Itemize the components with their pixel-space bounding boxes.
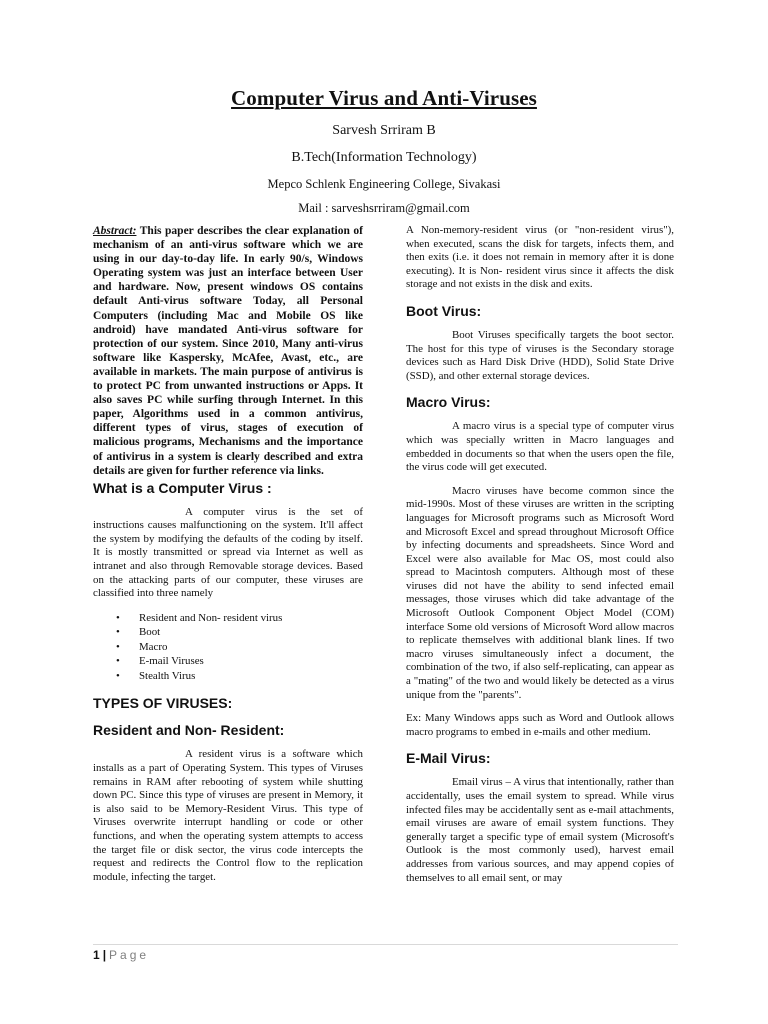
author-college: Mepco Schlenk Engineering College, Sivakasi	[267, 177, 501, 191]
list-item: • Resident and Non- resident virus	[93, 611, 363, 626]
section-heading-what-is-virus: What is a Computer Virus :	[93, 479, 272, 496]
paper-title: Computer Virus and Anti-Viruses	[231, 86, 537, 110]
list-item: • E-mail Viruses	[93, 654, 363, 669]
author-mail: Mail : sarveshsrriram@gmail.com	[298, 201, 470, 215]
section-heading-resident: Resident and Non- Resident:	[93, 722, 285, 739]
macro-text-3: Ex: Many Windows apps such as Word and Outlook allows macro programs to embed in e-mails and other medium.	[406, 712, 674, 738]
section-heading-macro: Macro Virus:	[406, 394, 491, 411]
abstract	[93, 224, 363, 478]
section-heading-boot: Boot Virus:	[406, 302, 482, 319]
section-heading-types: TYPES OF VIRUSES:	[93, 695, 233, 712]
abstract-text: This paper describes the clear explanation of mechanism of an anti-virus software which we are using in our day-to-day life. In early 90/s, Windows Operating system was just an interface between User and hardware. Now, present windows OS contains default Anti-virus software Today, all Personal Computers (including Mac and Mobile OS like android) have mandated Anti-virus software for protection of our system. Since 2010, Many anti-virus software like Kaspersky, McAfee, Avast, etc., are available in markets. The main purpose of antivirus is to protect PC from unwanted instructions or Apps. It also saves PC while surfing through Internet. In this paper, Algorithms used in a common antivirus, different types of virus, stages of execution of malicious programs, Mechanisms and the importance of antivirus in a system is clearly described and extra details are given for further reference via links.	[93, 225, 363, 477]
page-number: 1	[93, 948, 100, 962]
right-column	[406, 224, 674, 885]
footer-divider	[93, 944, 678, 945]
virus-type-list	[93, 611, 363, 684]
left-column	[93, 224, 363, 884]
resident-text: A resident virus is a software which installs as a part of Operating System. This types of Viruses remains in RAM after rebooting of system while shutting down PC. Since this type of viruses are present in Memory, it is also said to be Memory-Resident Virus. This type of Viruses overwrite interrupt handling or code or other functions, and when the operating system attempts to access the target file or disk sector, the virus code intercepts the request and redirects the Control flow to the replication module, infecting the target.	[93, 748, 363, 883]
page-label: Page	[109, 948, 150, 962]
section-heading-email: E-Mail Virus:	[406, 750, 491, 767]
email-text: Email virus – A virus that intentionally, rather than accidentally, uses the email system to spread. While virus infected files may be accidentally sent as e-mail attachments, email viruses are aware of email system functions. They generally target a specific type of email system (Microsoft's Outlook is the most commonly used), harvest email addresses from various sources, and may append copies of themselves to all email sent, or may	[406, 776, 674, 884]
nonresident-text: A Non-memory-resident virus (or "non-resident virus"), when executed, scans the disk for targets, infects them, and then exits (i.e. it does not remain in memory after it is done executing). It is Non- resident virus since it affects the disk storage and not exists in the disk and exits.	[406, 224, 674, 291]
author-degree: B.Tech(Information Technology)	[291, 150, 477, 165]
page-footer	[93, 948, 149, 962]
what-is-virus-text: A computer virus is the set of instructions causes malfunctioning on the system. It'll affect the system by modifying the defaults of the coding by itself. It is mostly transmitted or spread via Internet as well as intranet and also through Removable storage devices. Based on the attacking parts of our computer, these viruses are classified into three namely	[93, 505, 363, 600]
author-name: Sarvesh Srriram B	[332, 123, 436, 138]
abstract-label: Abstract:	[93, 225, 137, 237]
footer-separator: |	[102, 948, 107, 962]
list-item: • Boot	[93, 625, 363, 640]
list-item: • Stealth Virus	[93, 669, 363, 684]
boot-text: Boot Viruses specifically targets the boot sector. The host for this type of viruses is the Secondary storage devices such as Hard Disk Drive (HDD), Solid State Drive (SSD), and other external storage devices.	[406, 328, 674, 382]
list-item: • Macro	[93, 640, 363, 655]
macro-text-2: Macro viruses have become common since the mid-1990s. Most of these viruses are written in the scripting languages for Microsoft programs such as Microsoft Word and Microsoft Excel and spread throughout Microsoft Office by infecting documents and spreadsheets. Since Word and Excel were also available for Mac OS, most could also spread to Macintosh computers. Although most of these viruses did not have the ability to send infected email messages, those viruses which did take advantage of the Microsoft Outlook Component Object Model (COM) interface Some old versions of Microsoft Word allow macros to replicate themselves with additional blank lines. If two macro viruses simultaneously infect a document, the combination of the two, if also self-replicating, can appear as a "mating" of the two and would likely be detected as a virus unique from the "parents".	[406, 484, 674, 701]
macro-text-1: A macro virus is a special type of computer virus which was specially written in Macro languages and embedded in documents so that when the users open the file, the virus code will get executed.	[406, 420, 674, 474]
